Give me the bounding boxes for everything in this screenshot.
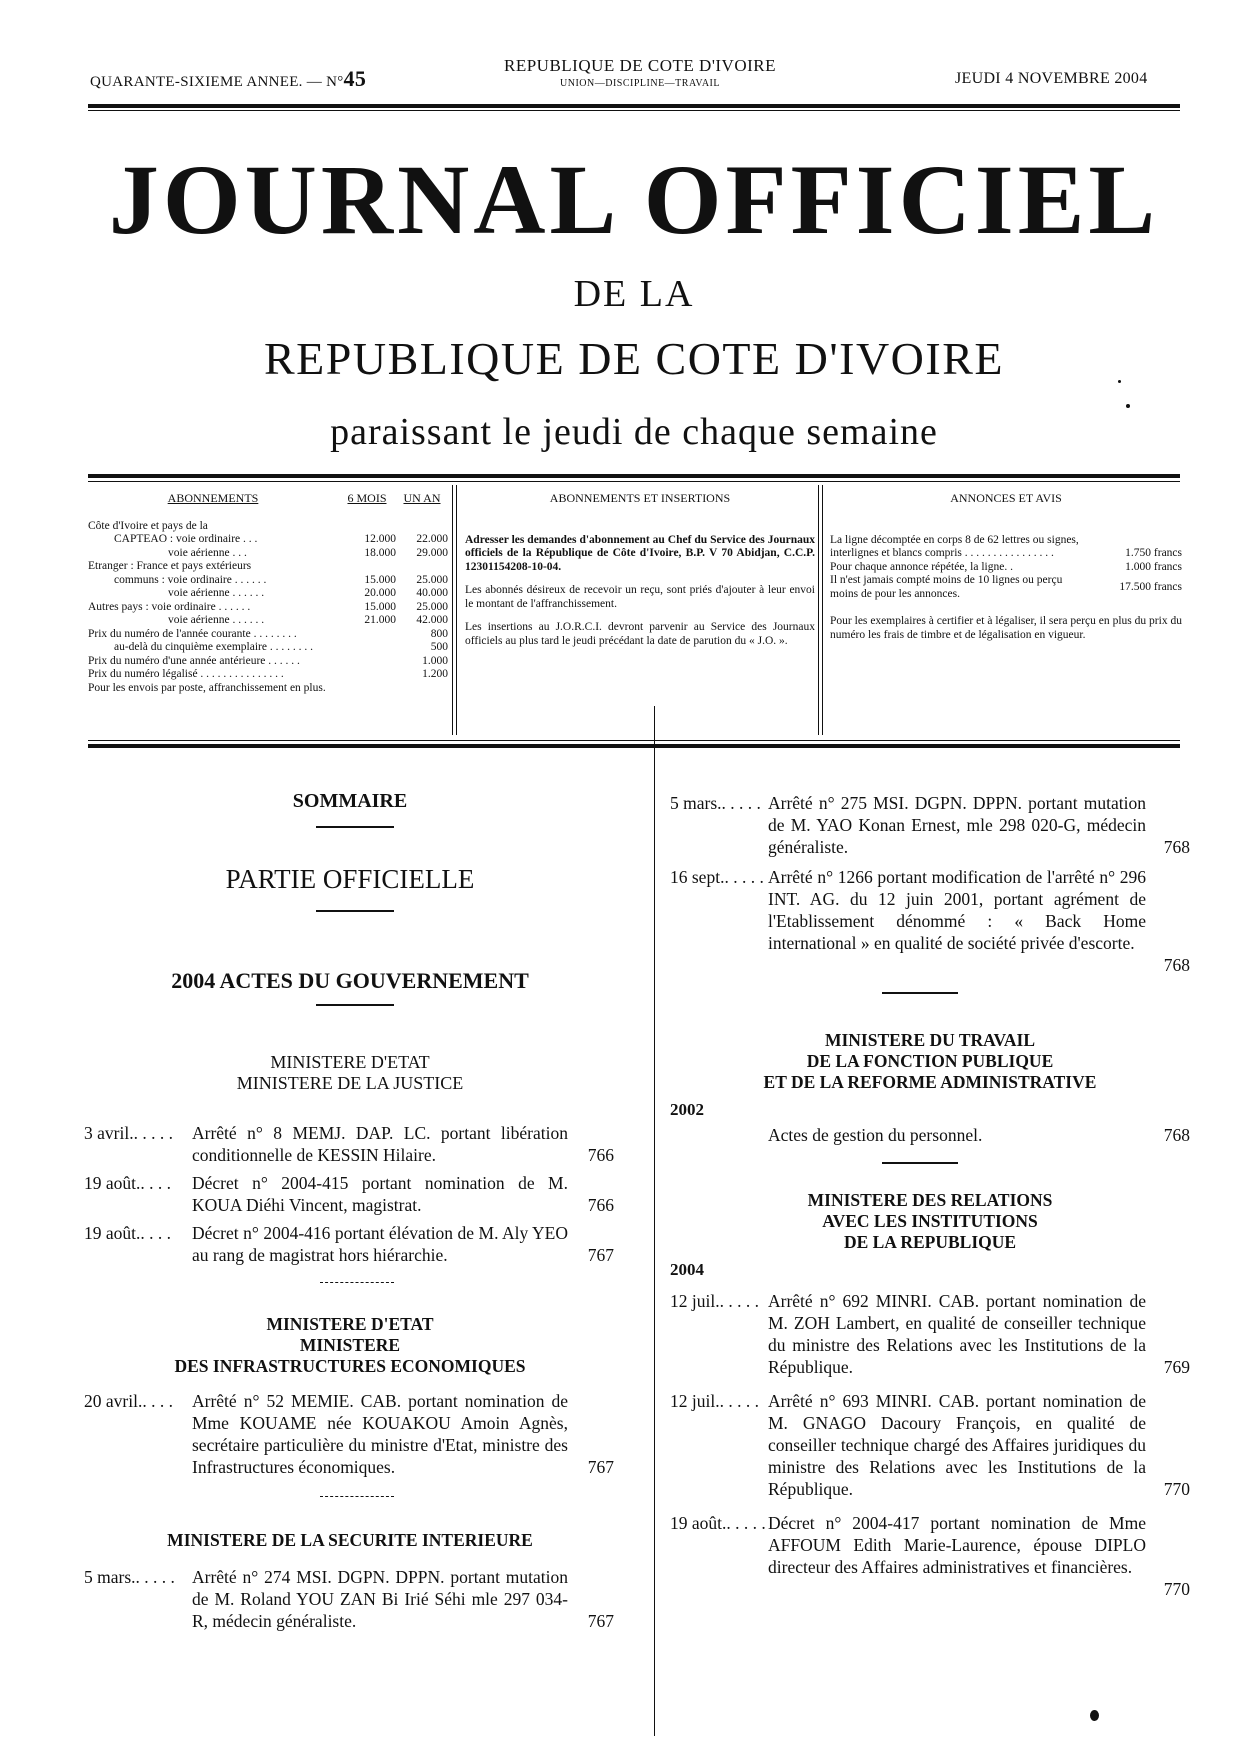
- right-separator-1: [882, 992, 958, 994]
- entry-date: 16 sept.. . . . .: [670, 867, 764, 887]
- insertions-column: [465, 492, 815, 658]
- entry-text: Décret n° 2004-415 portant nomination de M. KOUA Diéhi Vincent, magistrat.: [192, 1173, 568, 1215]
- entry-text: Arrêté n° 693 MINRI. CAB. portant nomination de M. GNAGO Dacoury François, en qualité de conseiller technique chargé des Affaires juridiques du ministre des Relations avec les Institutions de la République.: [768, 1391, 1146, 1499]
- info-divider-2b: [822, 485, 823, 735]
- entry-date: 19 août.. . . .: [84, 1173, 172, 1193]
- abonnement-label: Etranger : France et pays extérieurs: [88, 560, 252, 572]
- entry-date: 12 juil.. . . . .: [670, 1291, 759, 1311]
- entry-page: 770: [1163, 1479, 1190, 1499]
- abonnement-6mois: 21.000: [364, 614, 396, 626]
- actes-heading: 2004 ACTES DU GOUVERNEMENT: [171, 968, 529, 993]
- year-label: QUARANTE-SIXIEME ANNEE. — N°: [90, 74, 344, 90]
- header-country-block: [470, 56, 810, 89]
- entry-date: 19 août.. . . . .: [670, 1513, 766, 1533]
- abonnement-un-an: 25.000: [416, 600, 448, 613]
- ministry-infra-line3: DES INFRASTRUCTURES ECONOMIQUES: [174, 1356, 526, 1376]
- abonnement-6mois: 20.000: [364, 587, 396, 599]
- entry-text: Arrêté n° 692 MINRI. CAB. portant nomination de M. ZOH Lambert, en qualité de conseiller technique du ministre des Relations avec les Institutions de la République.: [768, 1291, 1146, 1377]
- issue-number: 45: [343, 66, 367, 91]
- abonnements-header: [88, 492, 448, 506]
- entry-text: Arrêté n° 8 MEMJ. DAP. LC. portant libération conditionnelle de KESSIN Hilaire.: [192, 1123, 568, 1165]
- insertions-p2: Les abonnés désireux de recevoir un reçu, sont priés d'ajouter à leur envoi le montant de l'affranchissement.: [465, 584, 815, 610]
- left-separator-2: [320, 1496, 394, 1497]
- toc-entry-right-4: [670, 1290, 1190, 1380]
- info-bottom-rule-thick: [88, 744, 1180, 748]
- ministry-travail-line2: DE LA FONCTION PUBLIQUE: [806, 1051, 1054, 1071]
- header-country: REPUBLIQUE DE COTE D'IVOIRE: [503, 56, 776, 75]
- entry-page: 768: [1163, 1125, 1190, 1145]
- info-divider-2: [818, 485, 819, 735]
- top-rule-thin: [88, 110, 1180, 111]
- col-6mois: 6 MOIS: [347, 491, 387, 505]
- abonnement-row: [88, 533, 448, 547]
- entry-page: 770: [1163, 1579, 1190, 1599]
- toc-entry-left-4: [84, 1390, 620, 1480]
- year-2002: 2002: [670, 1100, 704, 1119]
- ministry-relations-line1: MINISTERE DES RELATIONS: [807, 1190, 1053, 1210]
- masthead-republique: REPUBLIQUE DE COTE D'IVOIRE: [263, 333, 1004, 384]
- annonces-column: [830, 492, 1182, 652]
- abonnement-row: [88, 520, 448, 534]
- abonnement-row: [88, 560, 448, 574]
- left-separator-1: [320, 1282, 394, 1283]
- insertions-header: [465, 492, 815, 506]
- ministry-relations-heading: [670, 1190, 1190, 1253]
- abonnement-label: Côte d'Ivoire et pays de la: [88, 519, 208, 532]
- entry-page: 767: [587, 1245, 614, 1265]
- entry-text: Actes de gestion du personnel.: [768, 1125, 983, 1145]
- abonnement-un-an: 40.000: [416, 587, 448, 599]
- entry-page: 766: [587, 1145, 614, 1165]
- scan-speck: [1090, 1710, 1099, 1721]
- toc-entry-left-1: [84, 1122, 620, 1168]
- ministry-travail-line1: MINISTERE DU TRAVAIL: [824, 1030, 1036, 1050]
- abonnement-6mois: 15.000: [364, 600, 396, 613]
- abonnement-row: [88, 641, 448, 655]
- abonnement-label: communs : voie ordinaire . . . . . .: [114, 573, 267, 586]
- abonnement-row: [88, 655, 448, 669]
- toc-entry-left-2: [84, 1172, 620, 1218]
- abonnement-row: [88, 601, 448, 615]
- annonce-rate-3-value: 17.500 francs: [1119, 580, 1182, 593]
- annonces-header: [830, 492, 1182, 506]
- abonnements-heading: ABONNEMENTS: [167, 491, 259, 505]
- entry-date: 5 mars.. . . . .: [670, 793, 761, 813]
- annonce-rate-3: [830, 574, 1182, 601]
- partie-officielle: PARTIE OFFICIELLE: [225, 864, 475, 894]
- ministry-infra-heading: [90, 1314, 610, 1377]
- sommaire-title: SOMMAIRE: [292, 790, 408, 812]
- abonnement-un-an: 25.000: [416, 573, 448, 586]
- abonnements-rows: [88, 520, 448, 696]
- year-2004: 2004: [670, 1260, 704, 1279]
- abonnement-row: [88, 614, 448, 628]
- info-top-rule-thin: [88, 481, 1180, 482]
- scan-speck: [1126, 404, 1130, 408]
- abonnement-un-an: [396, 682, 448, 696]
- toc-entry-right-3: [670, 1124, 1190, 1148]
- masthead-tagline: paraissant le jeudi de chaque semaine: [330, 411, 938, 453]
- entry-date: 12 juil.. . . . .: [670, 1391, 759, 1411]
- entry-text: Décret n° 2004-416 portant élévation de M. Aly YEO au rang de magistrat hors hiérarchie.: [192, 1223, 568, 1265]
- info-divider-1b: [456, 485, 457, 735]
- issue-date: JEUDI 4 NOVEMBRE 2004: [955, 70, 1148, 87]
- entry-text: Arrêté n° 274 MSI. DGPN. DPPN. portant mutation de M. Roland YOU ZAN Bi Irié Séhi mle 297 034-R, médecin généraliste.: [192, 1567, 568, 1631]
- abonnement-6mois: [338, 628, 396, 642]
- toc-entry-right-1: [670, 792, 1190, 858]
- abonnement-un-an: 1.200: [422, 668, 448, 680]
- entry-text: Arrêté n° 1266 portant modification de l'arrêté n° 296 INT. AG. du 12 juin 2001, portant agrément de l'Etablissement dénommé : « Back Home international » en qualité de société privée d'escorte.: [768, 867, 1146, 953]
- top-rule: [88, 104, 1180, 108]
- entry-date: 5 mars.. . . . .: [84, 1567, 175, 1587]
- abonnement-un-an: 29.000: [416, 546, 448, 559]
- abonnement-label: Prix du numéro de l'année courante . . . . . . . .: [88, 627, 297, 640]
- ministry-travail-line3: ET DE LA REFORME ADMINISTRATIVE: [763, 1072, 1097, 1092]
- toc-entry-left-3: [84, 1222, 620, 1268]
- info-bottom-rule: [88, 740, 1180, 741]
- abonnement-row: [88, 547, 448, 561]
- abonnement-6mois: [338, 655, 396, 669]
- header-motto: UNION—DISCIPLINE—TRAVAIL: [560, 78, 720, 89]
- ministry-justice-line2: MINISTERE DE LA JUSTICE: [236, 1073, 464, 1093]
- abonnement-6mois: 18.000: [364, 546, 396, 559]
- abonnement-un-an: 42.000: [416, 614, 448, 626]
- info-divider-1: [452, 485, 453, 735]
- entry-page: 767: [587, 1457, 614, 1477]
- abonnements-column: [88, 492, 448, 695]
- entry-date: 19 août.. . . .: [84, 1223, 172, 1243]
- abonnement-row: [88, 587, 448, 601]
- issue-label: [90, 66, 366, 92]
- abonnement-un-an: 22.000: [416, 533, 448, 545]
- partie-rule: [316, 910, 394, 912]
- abonnement-row: [88, 628, 448, 642]
- ministry-justice-heading: [90, 1052, 610, 1094]
- abonnement-label: voie aérienne . . .: [168, 546, 247, 559]
- annonce-rate-2: [830, 561, 1182, 575]
- toc-entry-right-5: [670, 1390, 1190, 1502]
- annonce-rate-2-value: 1.000 francs: [1125, 560, 1182, 573]
- entry-date: 20 avril.. . . .: [84, 1391, 173, 1411]
- insertions-heading: ABONNEMENTS ET INSERTIONS: [549, 491, 731, 505]
- annonce-rate-1: [830, 534, 1182, 561]
- toc-entry-right-6: [670, 1512, 1190, 1602]
- abonnement-6mois: [338, 520, 396, 534]
- abonnement-6mois: [338, 560, 396, 574]
- abonnement-un-an: 800: [430, 627, 448, 640]
- col-un-an: UN AN: [403, 491, 441, 505]
- ministry-securite-line1: MINISTERE DE LA SECURITE INTERIEURE: [167, 1530, 533, 1550]
- abonnement-row: [88, 574, 448, 588]
- entry-text: Arrêté n° 52 MEMIE. CAB. portant nomination de Mme KOUAME née KOUAKOU Amoin Agnès, secrétaire particulière du ministre d'Etat, ministre des Infrastructures économiques.: [192, 1391, 568, 1477]
- abonnement-row: [88, 668, 448, 682]
- ministry-relations-line3: DE LA REPUBLIQUE: [843, 1232, 1017, 1252]
- insertions-p3: Les insertions au J.O.R.C.I. devront parvenir au Service des Journaux officiels au plus tard le jeudi précédant la date de parution du « J.O. ».: [465, 621, 815, 647]
- annonce-rate-1-text: La ligne décomptée en corps 8 de 62 lettres ou signes, interlignes et blancs compris . . . . . . . . . . . . . . . .: [830, 533, 1079, 559]
- annonces-note: Pour les exemplaires à certifier et à légaliser, il sera perçu en plus du prix du numéro les frais de timbre et de légalisation en vigueur.: [830, 615, 1182, 641]
- abonnement-label: CAPTEAO : voie ordinaire . . .: [114, 533, 258, 545]
- annonce-rate-1-value: 1.750 francs: [1125, 547, 1182, 559]
- abonnement-6mois: 15.000: [364, 573, 396, 586]
- abonnement-label: Prix du numéro d'une année antérieure . . . . . .: [88, 654, 300, 667]
- abonnement-label: Prix du numéro légalisé . . . . . . . . . . . . . . .: [88, 668, 284, 680]
- ministry-infra-line2: MINISTERE: [299, 1335, 401, 1355]
- abonnement-label: Pour les envois par poste, affranchissement en plus.: [88, 681, 326, 694]
- abonnement-6mois: [338, 682, 396, 696]
- right-separator-2: [882, 1162, 958, 1164]
- abonnement-6mois: [338, 641, 396, 655]
- toc-entry-right-2: [670, 866, 1190, 978]
- entry-date: 3 avril.. . . . .: [84, 1123, 173, 1143]
- toc-entry-left-5: [84, 1566, 620, 1636]
- entry-page: 768: [1163, 955, 1190, 975]
- insertions-p1: Adresser les demandes d'abonnement au Chef du Service des Journaux officiels de la République de Côte d'Ivoire, B.P. V 70 Abidjan, C.C.P. 12301154208-10-04.: [465, 533, 815, 573]
- entry-page: 766: [587, 1195, 614, 1215]
- abonnement-6mois: 12.000: [364, 533, 396, 545]
- annonce-rate-3-text: Il n'est jamais compté moins de 10 lignes ou perçu moins de pour les annonces.: [830, 574, 1063, 600]
- ministry-relations-line2: AVEC LES INSTITUTIONS: [822, 1211, 1038, 1231]
- entry-page: 768: [1163, 837, 1190, 857]
- masthead-de-la: DE LA: [573, 273, 695, 315]
- abonnement-label: au-delà du cinquième exemplaire . . . . . . . .: [114, 641, 313, 653]
- scan-speck: [1118, 380, 1121, 383]
- abonnement-un-an: [396, 520, 448, 534]
- abonnement-un-an: 1.000: [422, 654, 448, 667]
- annonce-rate-2-text: Pour chaque annonce répétée, la ligne. .: [830, 560, 1013, 573]
- abonnement-row: [88, 682, 448, 696]
- info-top-rule: [88, 474, 1180, 478]
- sommaire-underline: [316, 826, 394, 828]
- abonnement-un-an: [396, 560, 448, 574]
- annonces-heading: ANNONCES ET AVIS: [950, 491, 1062, 505]
- abonnement-label: voie aérienne . . . . . .: [168, 614, 265, 626]
- abonnement-label: Autres pays : voie ordinaire . . . . . .: [88, 600, 251, 613]
- abonnement-label: voie aérienne . . . . . .: [168, 587, 265, 599]
- ministry-travail-heading: [670, 1030, 1190, 1093]
- ministry-securite-heading: [90, 1530, 610, 1551]
- ministry-infra-line1: MINISTERE D'ETAT: [266, 1314, 434, 1334]
- abonnement-un-an: 500: [430, 641, 448, 653]
- entry-page: 767: [587, 1611, 614, 1631]
- abonnement-6mois: [338, 668, 396, 682]
- ministry-justice-line1: MINISTERE D'ETAT: [270, 1052, 430, 1072]
- column-separator: [654, 706, 655, 1736]
- journal-title: JOURNAL OFFICIEL: [108, 144, 1160, 255]
- entry-page: 769: [1163, 1357, 1190, 1377]
- entry-text: Arrêté n° 275 MSI. DGPN. DPPN. portant mutation de M. YAO Konan Ernest, mle 298 020-G, médecin généraliste.: [768, 793, 1146, 857]
- actes-rule: [316, 1004, 394, 1006]
- entry-text: Décret n° 2004-417 portant nomination de Mme AFFOUM Edith Marie-Laurence, épouse DIPLO directeur des Affaires administratives et financières.: [768, 1513, 1146, 1577]
